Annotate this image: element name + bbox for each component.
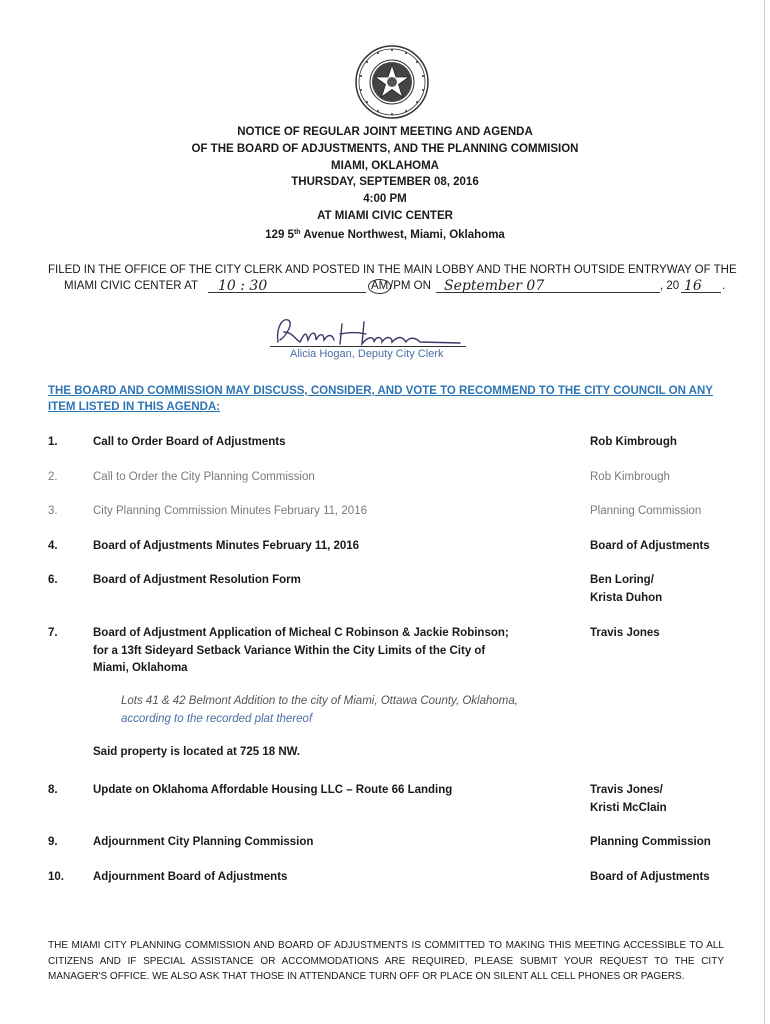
header-location: AT MIAMI CIVIC CENTER — [317, 209, 453, 222]
agenda-page: NOTICE OF REGULAR JOINT MEETING AND AGENDA OF THE BOARD OF ADJUSTMENTS, AND THE PLANNING COMMISION MIAMI, OKLAHOMA THURSDAY, SEPTEMBER 08, 2016 4:00 PM AT MIAMI CIVIC CENTER 129 5th Avenue Northwest, Miami, Oklahoma FILED IN THE OFFICE OF THE CITY CLERK AND POSTED IN THE MAIN LOBBY AND THE NORTH OUTSIDE ENTRYWAY OF THE MIAMI CIVIC CENTER AT 10 : 30 AM /PM ON September 07 , 20 16 . Alicia Hogan, Deputy City Clerk THE BOARD AND COMMISSION MAY DISCUSS, CONSIDER, AND VOTE TO RECOMMEND TO THE CITY COUNCIL ON ANY ITEM LISTED IN THIS AGENDA: 1. Call to Order Board of Adjustments Rob Kimbrough 2. Call to Order the City Planning Commission Rob Kimbrough 3. City Planning Commission Minutes February 11, 2016 Planning Commission 4. Board of Adjustments Minutes February 11, 2016 Board of Adjustments 6. Board of Adjustment Resolution Form Ben Loring/ Krista Duhon 7. Board of Adjustment Application of Micheal C Robinson & Jackie Robinson; for a 13ft Sideyard Setback Variance Within the City Limits of the City of Miami, Oklahoma Travis Jones Lots 41 & 42 Belmont Addition to the city of Miami, Ottawa County, Oklahoma, according to the recorded plat thereof Said property is located at 725 18 NW. 8. Update on Oklahoma Affordable Housing LLC – Route 66 Landing Travis Jones/ Kristi McClain 9. Adjournment City Planning Commission Planning Commission 10. Adjournment Board of Adjustments Board of Adjustments THE MIAMI CITY PLANNING COMMISSION AND BOARD OF ADJUSTMENTS IS COMMITTED TO MAKING THIS MEETING ACCESSIBLE TO ALL CITIZENS AND IF SPECIAL ASSISTANCE OR ACCOMMODATIONS ARE REQUIRED, PLEASE SUBMIT YOUR REQUEST TO THE CITY MANAGER'S OFFICE. WE ALSO ASK THAT THOSE IN ATTENDANCE TURN OFF OR PLACE ON SILENT ALL CELL PHONES OR PAGERS. — [0, 0, 770, 1024]
header-title: NOTICE OF REGULAR JOINT MEETING AND AGENDA — [237, 126, 533, 138]
clerk-name: Alicia Hogan, Deputy City Clerk — [290, 348, 444, 360]
meeting-header — [0, 124, 770, 244]
date-handwritten: September 07 — [444, 278, 545, 294]
city-seal-icon — [354, 44, 430, 120]
time-handwritten: 10 : 30 — [218, 278, 268, 294]
header-date: THURSDAY, SEPTEMBER 08, 2016 — [291, 176, 479, 189]
header-subtitle: OF THE BOARD OF ADJUSTMENTS, AND THE PLANNING COMMISION — [191, 142, 579, 155]
header-city: MIAMI, OKLAHOMA — [331, 159, 439, 172]
am-circled: AM — [368, 279, 391, 294]
legal-description: Lots 41 & 42 Belmont Addition to the city of Miami, Ottawa County, Oklahoma, according to the recorded plat thereof — [121, 695, 518, 725]
header-address: 129 5th Avenue Northwest, Miami, Oklahoma — [265, 228, 505, 241]
header-time: 4:00 PM — [363, 193, 407, 206]
property-location: Said property is located at 725 18 NW. — [93, 746, 301, 758]
accessibility-notice: THE MIAMI CITY PLANNING COMMISSION AND BOARD OF ADJUSTMENTS IS COMMITTED TO MAKING THIS MEETING ACCESSIBLE TO ALL CITIZENS AND IF SPECIAL ASSISTANCE OR ACCOMMODATIONS ARE REQUIRED, PLEASE SUBMIT YOUR REQUEST TO THE CITY MANAGER'S OFFICE. WE ALSO ASK THAT THOSE IN ATTENDANCE TURN OFF OR PLACE ON SILENT ALL CELL PHONES OR PAGERS. — [48, 940, 724, 982]
signature-line — [270, 346, 466, 347]
filed-line-2: MIAMI CIVIC CENTER AT 10 : 30 AM /PM ON September 07 , 20 16 . — [64, 278, 726, 294]
clerk-signature — [270, 314, 470, 348]
filed-line-1: FILED IN THE OFFICE OF THE CITY CLERK AND POSTED IN THE MAIN LOBBY AND THE NORTH OUTSIDE ENTRYWAY OF THE — [48, 264, 737, 276]
filed-statement — [48, 262, 737, 296]
year-handwritten: 16 — [684, 278, 702, 294]
board-notice: THE BOARD AND COMMISSION MAY DISCUSS, CONSIDER, AND VOTE TO RECOMMEND TO THE CITY COUNCIL ON ANY ITEM LISTED IN THIS AGENDA: — [48, 385, 713, 413]
